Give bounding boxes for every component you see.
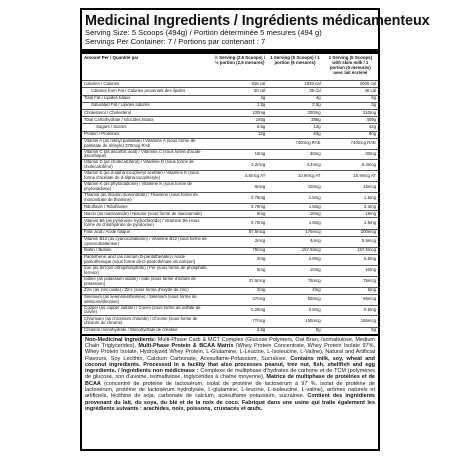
nutrient-row <box>82 149 378 160</box>
nutrient-name: Vitamin K (as phytonadione) / Vitamine K (sous forme de phytonadione) <box>82 182 212 193</box>
half-serving-value <box>212 138 267 149</box>
one-serving-value: 4mg <box>267 287 322 294</box>
nutrient-name: Pantothenic acid (as calcium D-pantothenate) / Acide pantothénique (sous forme de D-pantothénate de calcium) <box>82 254 212 265</box>
skim-milk-value: 80g <box>323 131 378 138</box>
half-serving-value: 0.25mg <box>212 305 267 316</box>
one-serving-value: 740mcg RAE <box>267 138 322 149</box>
skim-milk-value: 1.5mg <box>323 218 378 229</box>
nutrient-name: Protein / Protéines <box>82 131 212 138</box>
nutrient-row <box>82 95 378 102</box>
nutrient-row <box>82 218 378 229</box>
ingredients-footnote <box>85 337 375 413</box>
one-serving-value: 4.9mg <box>267 254 322 265</box>
half-serving-value: 0.75mg <box>212 193 267 204</box>
skim-milk-value: 409g <box>323 117 378 124</box>
nutrient-row <box>82 109 378 116</box>
nutrient-table <box>82 54 378 334</box>
nutrient-name: Vitamin A (as retinyl palmitate) / Vitamine A (sous forme de palmitate de rétinyle) 370mcg RAE <box>82 138 212 149</box>
nutrient-row <box>82 236 378 247</box>
nutrient-row <box>82 294 378 305</box>
nutrient-row <box>82 193 378 204</box>
half-serving-value: 87.5mcg <box>212 229 267 236</box>
half-serving-value: 9mg <box>212 211 267 218</box>
nmi-text-1: Multi-Phase Carb & MCT Complex (Glucose Polymers, Oat Bran, Isomaltulose, Medium Chain Triglycerides), <box>85 336 375 349</box>
nutrient-name: Biotin / Biotine <box>82 247 212 254</box>
nutrient-name: Zinc (as zinc oxide) / Zinc (sous forme d'oxyde de zinc) <box>82 287 212 294</box>
nutrient-row <box>82 88 378 95</box>
nutrient-name: Selenium (as selenomethionine) / Sélénium (sous forme de sélénométhionine) <box>82 294 212 305</box>
one-serving-value: 200mg <box>267 109 322 116</box>
one-serving-value: 15mcg <box>267 182 322 193</box>
half-serving-value: 15mg <box>212 149 267 160</box>
nutrient-name: Saturated Fat / Lipides saturés <box>82 102 212 109</box>
nutrient-name: Total Carbohydrate / Glucides totaux <box>82 117 212 124</box>
nutrient-name: Iron (as ferrous orthophosphate) / Fer (sous forme de phosphate ferreux) <box>82 265 212 276</box>
skim-milk-value: 200mcg <box>323 229 378 236</box>
table-header-row <box>82 54 378 81</box>
skim-milk-value: 18mg <box>323 211 378 218</box>
one-serving-value: 1.5mg <box>267 218 322 229</box>
nutrient-row <box>82 305 378 316</box>
half-serving-value: 2mg <box>212 287 267 294</box>
half-serving-value: 5mg <box>212 265 267 276</box>
one-serving-value: 0.5mg <box>267 305 322 316</box>
skim-milk-value: 210mg <box>323 109 378 116</box>
nutrient-name: Copper (as copper sulfate) / Cuivre (sous forme de sulfate de cuivre) <box>82 305 212 316</box>
skim-milk-value: 40 cal <box>323 88 378 95</box>
nutrient-row <box>82 276 378 287</box>
one-serving-value: 10.9mcg AT <box>267 171 322 182</box>
nutrient-row <box>82 124 378 131</box>
nutrient-name: Calories from Fat / Calories provenant des lipides <box>82 88 212 95</box>
one-serving-value: 13g <box>267 124 322 131</box>
half-serving-value: 32g <box>212 131 267 138</box>
nutrient-name: Vitamin E (as d-alpha tocopheryl acetate) / Vitamine E (sous forme d'acétate de d-alpha-tocophéryle) <box>82 171 212 182</box>
nutrient-name: Chromium (as chromium chloride) / Chrome (sous forme de chlorure de chrome) <box>82 316 212 327</box>
skim-milk-value: 3g <box>323 102 378 109</box>
half-serving-value: 2mg <box>212 254 267 265</box>
half-serving-value: 100mg <box>212 109 267 116</box>
nutrient-row <box>82 211 378 218</box>
half-serving-value: 27mcg <box>212 294 267 305</box>
fr-allergen-statement: Contient des ingrédients provenant du lait, du soya, du blé et de la noix de coco. Fabriqué dans une usine qui traite également les ingrédients suivants : arachides, noix, poissons, crustacés et œufs. <box>85 393 375 412</box>
skim-milk-value: 5.5mcg <box>323 236 378 247</box>
skim-milk-value: 6.4mcg <box>323 160 378 171</box>
fr-text-1: Complexe de multiphase d'hydrates de carbone et de TCM (polymères de glucose, son d'avoine, isomaltulose, triglycérides à chaîne moyenne), <box>85 368 375 381</box>
skim-milk-value: 55mcg <box>323 294 378 305</box>
nutrient-row <box>82 265 378 276</box>
nutrient-row <box>82 138 378 149</box>
one-serving-value: 30mg <box>267 149 322 160</box>
one-serving-value: 1.5mg <box>267 193 322 204</box>
skim-milk-value: 42g <box>323 124 378 131</box>
skim-milk-value: 10mg <box>323 265 378 276</box>
nutrition-facts-panel <box>80 8 430 451</box>
skim-milk-value: 75mcg <box>323 276 378 287</box>
nutrient-name: Vitamin B6 (as pyridoxine hydrochloride) / Vitamine B6 (sous forme de chlorhydrate de pyridoxine) <box>82 218 212 229</box>
half-serving-value: 915 cal <box>212 81 267 88</box>
one-serving-value: 5g <box>267 327 322 334</box>
serving-size: Serving Size: 5 Scoops (494g) / Portion déterminée 5 mesures (494 g) <box>85 28 322 37</box>
servings-per-container: Servings Per Container: 7 / Portions par contenant : 7 <box>85 36 266 46</box>
half-serving-value: 2.2mcg <box>212 160 267 171</box>
half-serving-value: 0.75mg <box>212 203 267 210</box>
skim-milk-serving-header: 1 Serving (5 Scoops) with skim milk / 1 portion (5 mesures) avec lait écrémé <box>328 55 373 75</box>
one-serving-value: 63g <box>267 131 322 138</box>
footnote-divider <box>82 334 378 336</box>
nutrient-name: Riboflavin / Riboflavine <box>82 203 212 210</box>
half-serving-value: 6.5g <box>212 124 267 131</box>
one-serving-value: 2.5g <box>267 102 322 109</box>
half-serving-value: 2.5g <box>212 327 267 334</box>
skim-milk-value: 157.5mcg <box>323 247 378 254</box>
nutrient-name: Vitamin D (as cholecalciferol) / Vitamine D (sous forme de cholécalciférol) <box>82 160 212 171</box>
nutrient-name: Calories / Calories <box>82 81 212 88</box>
nutrient-row <box>82 117 378 124</box>
one-serving-value: 4mcg <box>267 236 322 247</box>
skim-milk-value: 5g <box>323 327 378 334</box>
one-serving-value: 155mcg <box>267 316 322 327</box>
skim-milk-value: 0.5mg <box>323 305 378 316</box>
skim-milk-value: 15mcg <box>323 182 378 193</box>
skim-milk-value: 155mcg <box>323 316 378 327</box>
one-serving-value: 1830 cal <box>267 81 322 88</box>
one-serving-value: 385g <box>267 117 322 124</box>
half-serving-value: 37.5mcg <box>212 276 267 287</box>
one-serving-value: 157.5mcg <box>267 247 322 254</box>
protein-blend-label: Multi-Phase Protein & BCAA Matrix <box>138 342 234 349</box>
nutrient-name: Total Fat / Lipides totaux <box>82 95 212 102</box>
amount-per-header: Amount Per / Quantité par <box>84 55 139 61</box>
half-serving-value: 5.5mcg AT <box>212 171 267 182</box>
nutrient-name: Vitamin B12 (as cyanocobalamin) / Vitamine B12 (sous forme de cyanocobalamine) <box>82 236 212 247</box>
one-serving-value: 4.4mcg <box>267 160 322 171</box>
one-serving-value: 18mg <box>267 211 322 218</box>
one-serving-value: 75mcg <box>267 276 322 287</box>
nutrient-name: Cholesterol / Cholestérol <box>82 109 212 116</box>
skim-milk-value: 2000 cal <box>323 81 378 88</box>
nutrient-name: Niacin (as niacinamide) / Niacine (sous forme de niacinamide) <box>82 211 212 218</box>
half-serving-value: 20 cal <box>212 88 267 95</box>
skim-milk-value: 2.3mg <box>323 203 378 210</box>
nutrient-row <box>82 203 378 210</box>
nutrient-row <box>82 327 378 334</box>
one-serving-header: 1 Serving (5 Scoops) / 1 portion (5 mesures) <box>270 55 320 65</box>
nutrient-row <box>82 171 378 182</box>
nmi-label: Non-Medicinal Ingredients: <box>85 336 156 343</box>
panel-title: Medicinal Ingredients / Ingrédients médicamenteux <box>85 13 430 29</box>
one-serving-value: 35 cal <box>267 88 322 95</box>
nutrient-row <box>82 316 378 327</box>
skim-milk-value: 5mg <box>323 287 378 294</box>
half-serving-value: 0.75mg <box>212 218 267 229</box>
skim-milk-value: 6.5mg <box>323 254 378 265</box>
fr-blend-label: Matrice de multiphase de protéines et de BCAA <box>85 374 375 387</box>
one-serving-value: 1.5mg <box>267 203 322 210</box>
skim-milk-value: 30mg <box>323 149 378 160</box>
one-serving-value: 175mcg <box>267 229 322 236</box>
half-serving-value: 2g <box>212 95 267 102</box>
nutrient-name: Folic acid / Acide folique <box>82 229 212 236</box>
allergen-statement: Contains milk, soy, wheat and coconut ingredients. Processed in a facility that also processes peanut, tree nut, fish, shellfish and egg ingredients. / Ingrédients non médicinaux : <box>85 355 375 375</box>
fr-text-2: (concentré de protéine de lactosérum, isolat de protéine de lactosérum à 97 %, isolat de protéine de lactosérum, protéine de lactosérum hydrolysée, L-glutamine, L-leucine, L-isoleucine, L-valine), arômes naturels et artificiels, lécithine de soja, carbonate de calcium, acésulfame potassium, sucralose. <box>85 380 375 400</box>
half-serving-value: 1.5g <box>212 102 267 109</box>
skim-milk-value: 1.5mg <box>323 193 378 204</box>
nutrient-row <box>82 182 378 193</box>
nutrient-name: Creatine monohydrate / Monohydrate de créatine <box>82 327 212 334</box>
skim-milk-value: 740mcg RAE <box>323 138 378 149</box>
half-serving-value: 8mcg <box>212 182 267 193</box>
nutrient-name: Thiamin (as thiamin mononitrate) / Thiamine (sous forme de mononitrate de thiamine) <box>82 193 212 204</box>
one-serving-value: 10mg <box>267 265 322 276</box>
nutrient-name: Sugars / Sucres <box>82 124 212 131</box>
half-serving-value: 77mcg <box>212 316 267 327</box>
half-serving-value: 79mcg <box>212 247 267 254</box>
half-serving-value: 193g <box>212 117 267 124</box>
nutrient-row <box>82 81 378 88</box>
skim-milk-value: 5g <box>323 95 378 102</box>
one-serving-value: 55mcg <box>267 294 322 305</box>
nmi-text-2: (Whey Protein Concentrate, Whey Protein Isolate 97%, Whey Protein Isolate, Hydrolyzed Whey Protein, L-Glutamine, L-Leucine, L-Isoleucine, L-Valine), Natural and Artificial Flavours, Soy Lecithin, Calcium Carbonate, Acesulfame-Potassium, Sucralose. <box>85 342 375 362</box>
half-serving-header: ½ Serving (2.5 Scoops) / ½ portion (2,5 mesures) <box>214 55 266 65</box>
one-serving-value: 4g <box>267 95 322 102</box>
skim-milk-value: 10.9mcg AT <box>323 171 378 182</box>
nutrient-row <box>82 102 378 109</box>
half-serving-value: 2mcg <box>212 236 267 247</box>
nutrient-name: Iodine (as potassium iodide) / Iode (sous forme d'iodure de potassium) <box>82 276 212 287</box>
nutrient-name: Vitamin C (as ascorbic acid) / Vitamine C (sous forme d'acide ascorbique) <box>82 149 212 160</box>
nutrient-row <box>82 254 378 265</box>
nutrient-row <box>82 160 378 171</box>
